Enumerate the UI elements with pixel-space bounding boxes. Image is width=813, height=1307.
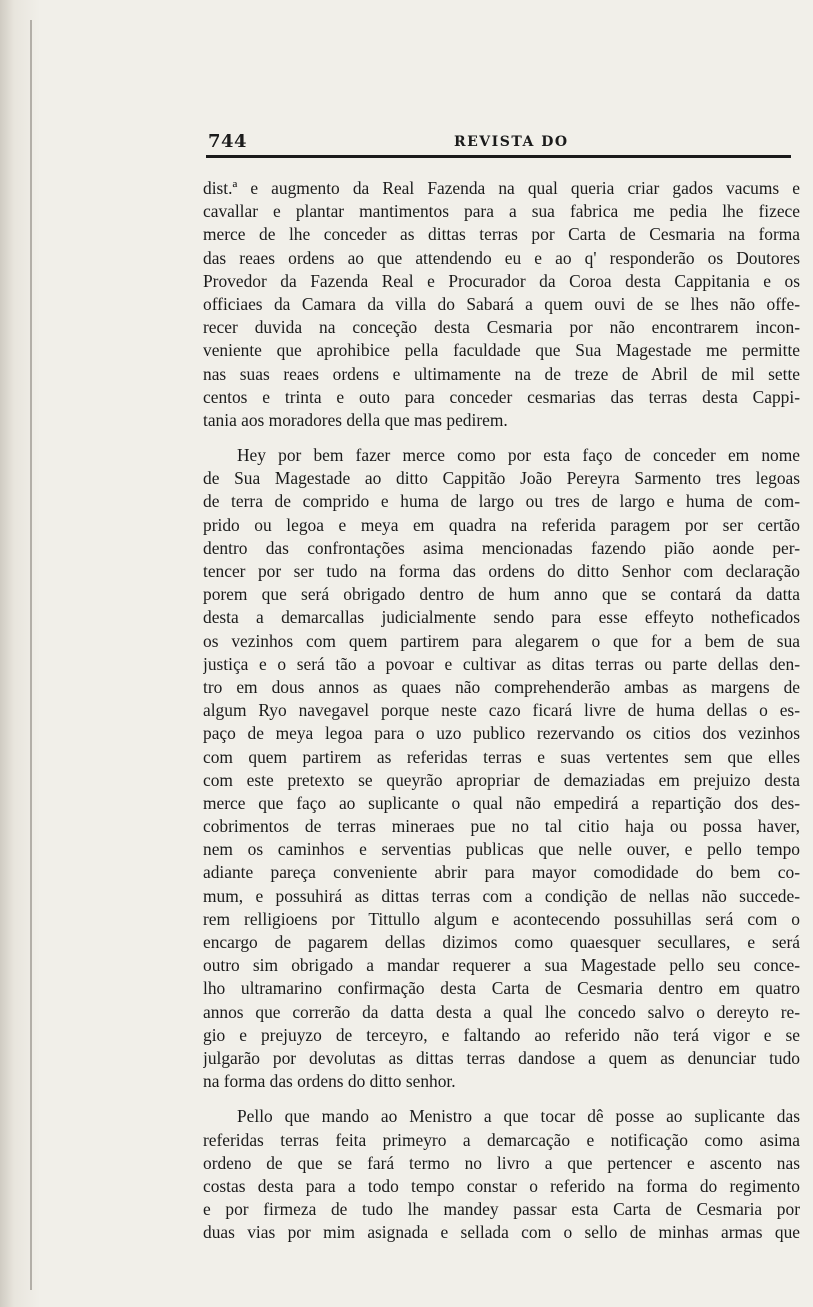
- text-line: referidas terras feita primeyro a demarcação e notificação como asima: [203, 1129, 800, 1150]
- paragraph: [203, 444, 800, 1093]
- text-line: com quem partirem as referidas terras e suas vertentes sem que elles: [203, 746, 800, 767]
- page-header: [206, 126, 791, 156]
- text-line: na forma das ordens do ditto senhor.: [203, 1071, 456, 1092]
- text-line: das reaes ordens ao que attendendo eu e ao q' responderão os Doutores: [203, 247, 800, 268]
- text-line: lho ultramarino confirmação desta Carta de Cesmaria dentro em quatro: [203, 978, 800, 999]
- text-line: Provedor da Fazenda Real e Procurador da Coroa desta Cappitania e os: [203, 270, 800, 291]
- text-line: costas desta para a todo tempo constar o referido na forma do regimento: [203, 1175, 800, 1196]
- text-line: os vezinhos com quem partirem para alegarem o que for a bem de sua: [203, 630, 800, 651]
- text-line: tania aos moradores della que mas pedirem.: [203, 409, 508, 430]
- text-line: prido ou legoa e meya em quadra na referida paragem por ser certão: [203, 514, 800, 535]
- text-line: tencer por ser tudo na forma das ordens do ditto Senhor com declaração: [203, 561, 800, 581]
- text-line: e por firmeza de tudo lhe mandey passar esta Carta de Cesmaria por: [203, 1199, 800, 1220]
- text-line: com este pretexto se queyrão apropriar de demaziadas em prejuizo desta: [203, 769, 800, 790]
- body-text: [203, 177, 800, 1244]
- text-line: dentro das confrontações asima mencionadas fazendo pião aonde per-: [203, 537, 800, 558]
- text-line: rem relligioens por Tittullo algum e acontecendo possuhillas será com o: [203, 908, 800, 929]
- text-line: merce de lhe conceder as dittas terras por Carta de Cesmaria na forma: [203, 224, 800, 245]
- text-line: outro sim obrigado a mandar requerer a sua Magestade pello seu conce-: [203, 955, 800, 976]
- text-line: nem os caminhos e serventias publicas que nelle ouver, e pello tempo: [203, 839, 800, 860]
- paragraph: [203, 1105, 800, 1244]
- text-line: merce que faço ao suplicante o qual não empedirá a repartição dos des-: [203, 792, 800, 813]
- text-line: desta a demarcallas judicialmente sendo para esse effeyto notheficados: [203, 607, 800, 628]
- text-line: mum, e possuhirá as dittas terras com a condição de nellas não succede-: [203, 885, 800, 906]
- text-line: gio e prejuyzo de terceyro, e faltando ao referido não terá vigor e se: [203, 1024, 800, 1045]
- text-line: tro em dous annos as quaes não comprehenderão ambas as margens de: [203, 676, 800, 697]
- text-line: paço de meya legoa para o uzo publico rezervando os citios dos vezinhos: [203, 723, 800, 744]
- text-line: duas vias por mim asignada e sellada com o sello de minhas armas que: [203, 1222, 800, 1243]
- text-line: justiça e o será tão a povoar e cultivar as ditas terras ou parte dellas den-: [203, 653, 800, 674]
- text-line: officiaes da Camara da villa do Sabará a quem ouvi de se lhes não offe-: [203, 293, 800, 314]
- page-number: 744: [208, 131, 248, 152]
- header-rule: [206, 155, 791, 158]
- text-line: nas suas reaes ordens e ultimamente na de treze de Abril de mil sette: [203, 363, 800, 384]
- text-line: de Sua Magestade ao ditto Cappitão João Pereyra Sarmento tres legoas: [203, 468, 800, 489]
- page-gutter: [0, 0, 40, 1307]
- text-line: cobrimentos de terras mineraes pue no tal citio haja ou possa haver,: [203, 816, 800, 837]
- text-line: Pello que mando ao Menistro a que tocar dê posse ao suplicante das: [237, 1106, 800, 1127]
- paragraph: [203, 177, 800, 432]
- text-line: centos e trinta e outo para conceder cesmarias das terras desta Cappi-: [203, 386, 800, 407]
- text-line: adiante pareça conveniente abrir para mayor comodidade do bem co-: [203, 862, 800, 883]
- text-line: cavallar e plantar mantimentos para a sua fabrica me pedia lhe fizece: [203, 201, 800, 222]
- text-line: recer duvida na conceção desta Cesmaria por não encontrarem incon-: [203, 317, 800, 338]
- text-line: annos que correrão da datta desta a qual lhe concedo salvo o dereyto re-: [203, 1001, 800, 1022]
- text-line: algum Ryo navegavel porque neste cazo ficará livre de huma dellas o es-: [203, 700, 800, 721]
- text-line: encargo de pagarem dellas dizimos como quaesquer secullares, e será: [203, 932, 800, 952]
- text-line: ordeno de que se fará termo no livro a que pertencer e ascento nas: [203, 1152, 800, 1173]
- text-line: porem que será obrigado dentro de hum anno que se contará da datta: [203, 584, 800, 605]
- paragraph-gap: [203, 1093, 800, 1105]
- text-line: de terra de comprido e huma de largo ou tres de largo e huma de com-: [203, 491, 800, 512]
- text-line: julgarão por devolutas as dittas terras dandose a quem as denunciar tudo: [203, 1047, 800, 1068]
- paragraph-gap: [203, 432, 800, 444]
- text-line: dist.ª e augmento da Real Fazenda na qual queria criar gados vacums e: [203, 178, 800, 198]
- text-line: Hey por bem fazer merce como por esta faço de conceder em nome: [237, 445, 800, 466]
- text-line: veniente que aprohibice pella faculdade que Sua Magestade me permitte: [203, 340, 800, 361]
- running-head: REVISTA DO: [454, 134, 569, 150]
- binding-edge: [30, 20, 32, 1290]
